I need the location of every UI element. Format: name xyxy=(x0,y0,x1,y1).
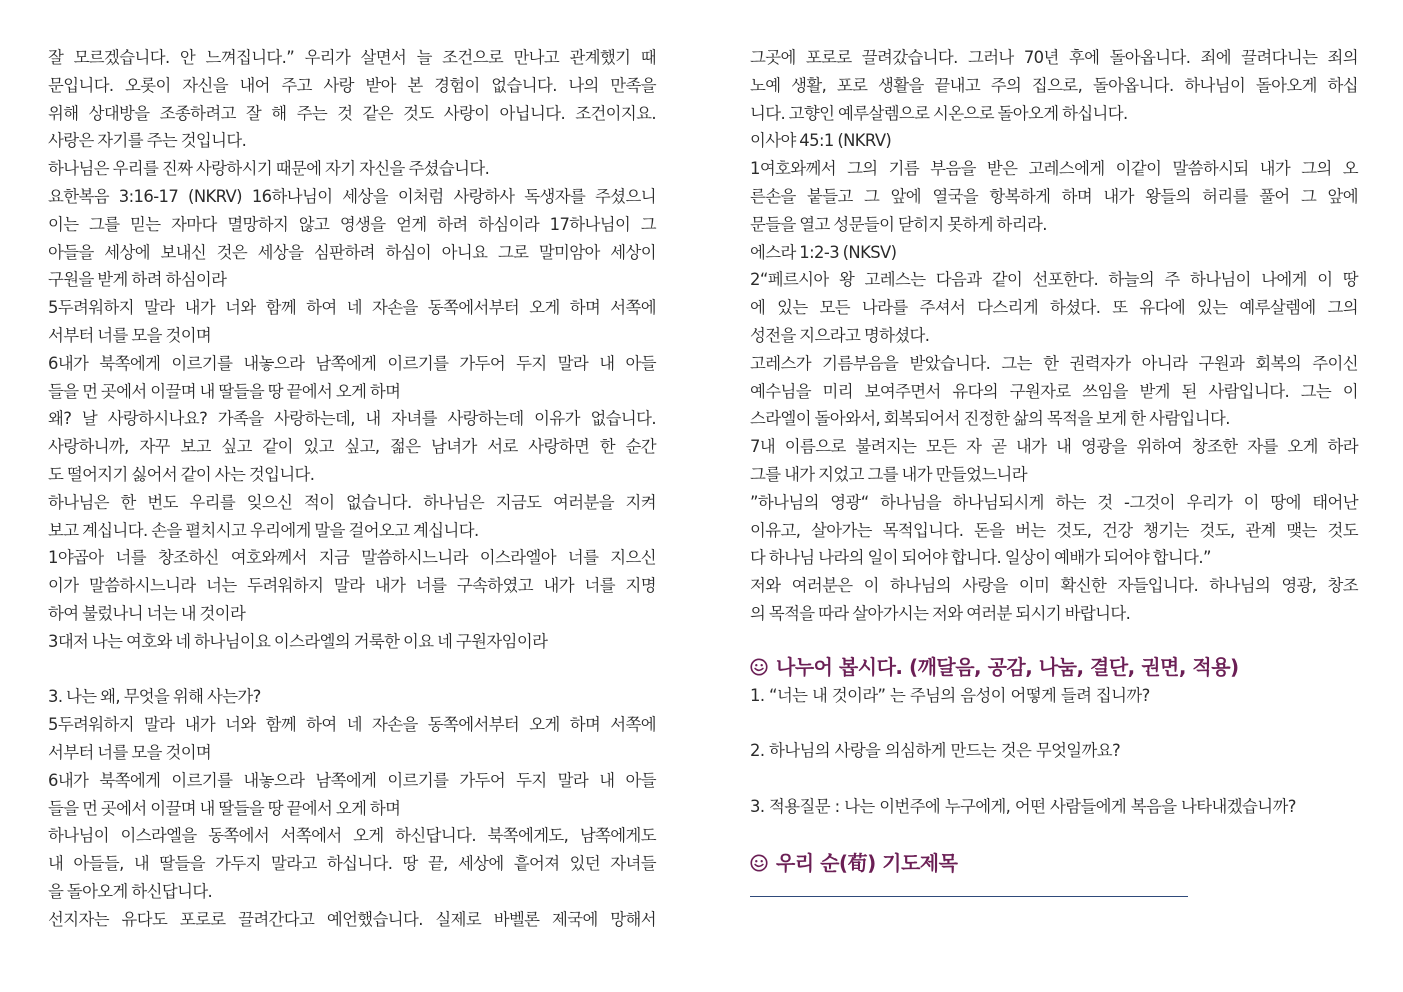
text-line: 위해 상대방을 조종하려고 잘 해 주는 것 같은 것도 사랑이 아닙니다. 조건이지요. xyxy=(48,103,656,123)
smiley-icon xyxy=(750,658,768,676)
text-line: 5두려워하지 말라 내가 너와 함께 하여 네 자손을 동쪽에서부터 오게 하며 서쪽에 xyxy=(48,715,656,735)
text-line: 구원을 받게 하려 하심이라 xyxy=(48,270,227,290)
text-line: 문들을 열고 성문들이 닫히지 못하게 하리라. xyxy=(750,214,1047,234)
left-column xyxy=(48,44,656,934)
text-line: 하나님은 우리를 진짜 사랑하시기 때문에 자기 자신을 주셨습니다. xyxy=(48,159,490,179)
text-line: 니다. 고향인 예루살렘으로 시온으로 돌아오게 하십니다. xyxy=(750,103,1128,123)
text-line: 6내가 북쪽에게 이르기를 내놓으라 남쪽에게 이르기를 가두어 두지 말라 내 아들 xyxy=(48,353,656,373)
share-heading-text: 나누어 봅시다. (깨달음, 공감, 나눔, 결단, 권면, 적용) xyxy=(776,654,1239,679)
discussion-question: 1. “너는 내 것이라” 는 주님의 음성이 어떻게 들려 집니까? xyxy=(750,685,1150,705)
text-line: 하여 불렀나니 너는 내 것이라 xyxy=(48,603,246,623)
text-line: 선지자는 유다도 포로로 끌려간다고 예언했습니다. 실제로 바벨론 제국에 망해서 xyxy=(48,909,656,929)
text-line: 성전을 지으라고 명하셨다. xyxy=(750,325,930,345)
text-line: 에 있는 모든 나라를 주셔서 다스리게 하셨다. 또 유다에 있는 예루살렘에 그의 xyxy=(750,298,1358,318)
text-line: 내 아들들, 내 딸들을 가두지 말라고 하십니다. 땅 끝, 세상에 흩어져 있던 자녀들 xyxy=(48,854,656,874)
text-line: ”하나님의 영광“ 하나님을 하나님되시게 하는 것 -그것이 우리가 이 땅에 태어난 xyxy=(750,492,1358,512)
text-line: 아들을 세상에 보내신 것은 세상을 심판하려 하심이 아니요 그로 말미암아 세상이 xyxy=(48,242,656,262)
text-line: 요한복음 3:16-17 (NKRV) 16하나님이 세상을 이처럼 사랑하사 독생자를 주셨으니 xyxy=(48,186,656,206)
text-line: 서부터 너를 모을 것이며 xyxy=(48,325,212,345)
text-line: 하나님은 한 번도 우리를 잊으신 적이 없습니다. 하나님은 지금도 여러분을 지켜 xyxy=(48,492,656,512)
text-line: 1여호와께서 그의 기름 부음을 받은 고레스에게 이같이 말씀하시되 내가 그의 오 xyxy=(750,159,1358,179)
text-line: 이는 그를 믿는 자마다 멸망하지 않고 영생을 얻게 하려 하심이라 17하나님이 그 xyxy=(48,214,656,234)
blank-line xyxy=(750,710,1358,738)
text-line: 잘 모르겠습니다. 안 느껴집니다.” 우리가 살면서 늘 조건으로 만나고 관계했기 때 xyxy=(48,48,656,67)
text-line: 보고 계십니다. 손을 펼치시고 우리에게 말을 걸어오고 계십니다. xyxy=(48,520,479,540)
text-line: 왜? 날 사랑하시나요? 가족을 사랑하는데, 내 자녀를 사랑하는데 이유가 없습니다. xyxy=(48,409,656,429)
text-line: 들을 먼 곳에서 이끌며 내 딸들을 땅 끝에서 오게 하며 xyxy=(48,381,401,401)
section-gap xyxy=(750,821,1358,848)
text-line: 스라엘이 돌아와서, 회복되어서 진정한 삶의 목적을 보게 한 사람입니다. xyxy=(750,409,1230,429)
scripture-reference: 이사야 45:1 (NKRV) xyxy=(750,131,892,151)
text-line: 1야곱아 너를 창조하신 여호와께서 지금 말씀하시느니라 이스라엘아 너를 지으신 xyxy=(48,548,656,568)
text-line: 사랑하니까, 자꾸 보고 싶고 같이 있고 싶고, 젊은 남녀가 서로 사랑하면 한 순간 xyxy=(48,437,656,457)
text-line: 그곳에 포로로 끌려갔습니다. 그러나 70년 후에 돌아옵니다. 죄에 끌려다니는 죄의 xyxy=(750,48,1358,67)
smiley-icon xyxy=(750,854,768,872)
text-line: 서부터 너를 모을 것이며 xyxy=(48,742,212,762)
discussion-question: 2. 하나님의 사랑을 의심하게 만드는 것은 무엇일까요? xyxy=(750,741,1121,761)
section-title: 3. 나는 왜, 무엇을 위해 사는가? xyxy=(48,687,261,707)
text-line: 저와 여러분은 이 하나님의 사랑을 이미 확신한 자들입니다. 하나님의 영광, 창조 xyxy=(750,576,1358,596)
text-line: 을 돌아오게 하신답니다. xyxy=(48,881,213,901)
text-line: 노예 생활, 포로 생활을 끝내고 주의 집으로, 돌아옵니다. 하나님이 돌아오게 하십 xyxy=(750,75,1358,95)
text-line: 고레스가 기름부음을 받았습니다. 그는 한 권력자가 아니라 구원과 회복의 주이신 xyxy=(750,353,1358,373)
section-gap xyxy=(750,628,1358,652)
text-line: 들을 먼 곳에서 이끌며 내 딸들을 땅 끝에서 오게 하며 xyxy=(48,798,401,818)
prayer-heading-text: 우리 순(荀) 기도제목 xyxy=(776,850,958,875)
text-line: 이가 말씀하시느니라 너는 두려워하지 말라 내가 너를 구속하였고 내가 너를 지명 xyxy=(48,576,656,596)
discussion-question: 3. 적용질문 : 나는 이번주에 누구에게, 어떤 사람들에게 복음을 나타내겠습니까? xyxy=(750,796,1296,816)
text-line: 문입니다. 오롯이 자신을 내어 주고 사랑 받아 본 경험이 없습니다. 나의 만족을 xyxy=(48,75,656,95)
text-line: 하나님이 이스라엘을 동쪽에서 서쪽에서 오게 하신답니다. 북쪽에게도, 남쪽에게도 xyxy=(48,826,656,846)
text-line: 다 하나님 나라의 일이 되어야 합니다. 일상이 예배가 되어야 합니다.” xyxy=(750,548,1211,568)
text-line: 2“페르시아 왕 고레스는 다음과 같이 선포한다. 하늘의 주 하나님이 나에게 이 땅 xyxy=(750,270,1358,290)
text-line: 사랑은 자기를 주는 것입니다. xyxy=(48,131,247,151)
text-line: 예수님을 미리 보여주면서 유다의 구원자로 쓰임을 받게 된 사람입니다. 그는 이 xyxy=(750,381,1358,401)
prayer-heading xyxy=(750,848,1358,878)
text-line: 3대저 나는 여호와 네 하나님이요 이스라엘의 거룩한 이요 네 구원자임이라 xyxy=(48,631,548,651)
scripture-reference: 에스라 1:2-3 (NKSV) xyxy=(750,242,897,262)
share-heading xyxy=(750,652,1358,682)
text-line: 5두려워하지 말라 내가 너와 함께 하여 네 자손을 동쪽에서부터 오게 하며 서쪽에 xyxy=(48,298,656,318)
text-line: 른손을 붙들고 그 앞에 열국을 항복하게 하며 내가 왕들의 허리를 풀어 그 앞에 xyxy=(750,186,1358,206)
blank-line xyxy=(48,656,656,684)
text-line: 6내가 북쪽에게 이르기를 내놓으라 남쪽에게 이르기를 가두어 두지 말라 내 아들 xyxy=(48,770,656,790)
text-line: 그를 내가 지었고 그를 내가 만들었느니라 xyxy=(750,464,1028,484)
text-line: 이유고, 살아가는 목적입니다. 돈을 버는 것도, 건강 챙기는 것도, 관계 맺는 것도 xyxy=(750,520,1358,540)
text-line: 7내 이름으로 불려지는 모든 자 곧 내가 내 영광을 위하여 창조한 자를 오게 하라 xyxy=(750,437,1358,457)
text-line: 도 떨어지기 싫어서 같이 사는 것입니다. xyxy=(48,464,315,484)
text-line: 의 목적을 따라 살아가시는 저와 여러분 되시기 바랍니다. xyxy=(750,603,1131,623)
right-column xyxy=(750,44,1358,897)
prayer-writing-line xyxy=(750,896,1188,897)
blank-line xyxy=(750,765,1358,793)
